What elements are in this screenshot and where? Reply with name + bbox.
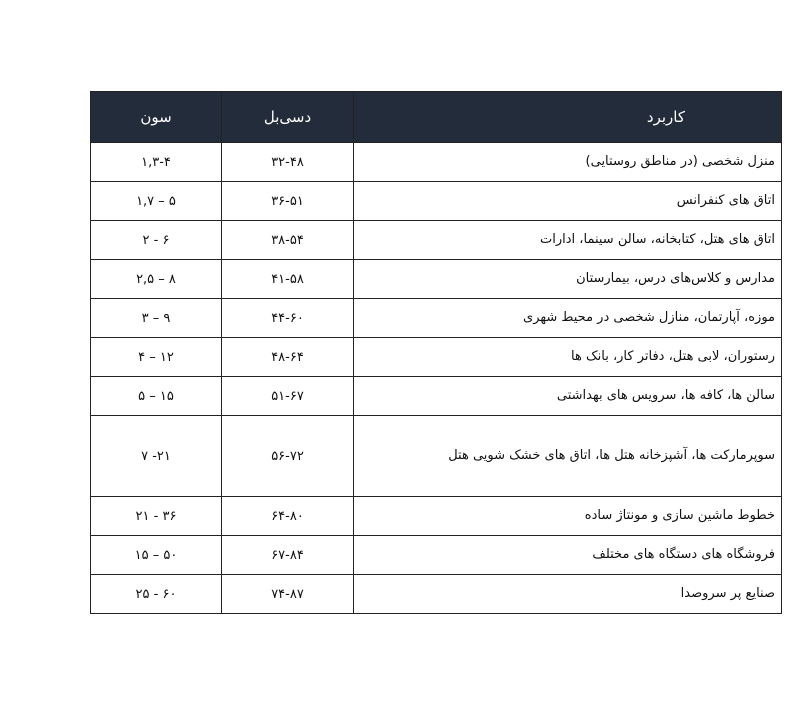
sone-cell: ۲,۵ – ۸ bbox=[91, 260, 222, 299]
sone-cell: ۴ – ۱۲ bbox=[91, 338, 222, 377]
header-decibel: دسی‌بل bbox=[222, 92, 354, 143]
decibel-cell: ۶۷-۸۴ bbox=[222, 536, 354, 575]
table-row bbox=[91, 260, 782, 299]
sone-cell: ۲۱ - ۳۶ bbox=[91, 497, 222, 536]
sone-cell: ۱۵ – ۵۰ bbox=[91, 536, 222, 575]
table-row bbox=[91, 497, 782, 536]
table-header bbox=[91, 92, 782, 143]
decibel-cell: ۵۶-۷۲ bbox=[222, 416, 354, 497]
noise-level-table-container bbox=[90, 91, 775, 614]
table-row bbox=[91, 338, 782, 377]
usage-cell: سالن ها، کافه ها، سرویس های بهداشتی bbox=[354, 377, 782, 416]
usage-cell: اتاق های کنفرانس bbox=[354, 182, 782, 221]
sone-cell: ۷ -۲۱ bbox=[91, 416, 222, 497]
usage-cell: فروشگاه های دستگاه های مختلف bbox=[354, 536, 782, 575]
header-sone: سون bbox=[91, 92, 222, 143]
sone-cell: ۲ - ۶ bbox=[91, 221, 222, 260]
usage-cell: اتاق های هتل، کتابخانه، سالن سینما، ادارات bbox=[354, 221, 782, 260]
table-row bbox=[91, 536, 782, 575]
decibel-cell: ۳۸-۵۴ bbox=[222, 221, 354, 260]
usage-cell: منزل شخصی (در مناطق روستایی) bbox=[354, 143, 782, 182]
decibel-cell: ۴۱-۵۸ bbox=[222, 260, 354, 299]
noise-level-table bbox=[90, 91, 782, 614]
decibel-cell: ۴۸-۶۴ bbox=[222, 338, 354, 377]
table-row bbox=[91, 143, 782, 182]
usage-cell: موزه، آپارتمان، منازل شخصی در محیط شهری bbox=[354, 299, 782, 338]
usage-cell: رستوران، لابی هتل، دفاتر کار، بانک ها bbox=[354, 338, 782, 377]
usage-cell: مدارس و کلاس‌های درس، بیمارستان bbox=[354, 260, 782, 299]
decibel-cell: ۶۴-۸۰ bbox=[222, 497, 354, 536]
sone-cell: ۱,۳-۴ bbox=[91, 143, 222, 182]
table-row bbox=[91, 182, 782, 221]
table-row bbox=[91, 575, 782, 614]
usage-cell: صنایع پر سروصدا bbox=[354, 575, 782, 614]
usage-cell: سوپرمارکت ها، آشپزخانه هتل ها، اتاق های خشک شویی هتل bbox=[354, 416, 782, 497]
table-body bbox=[91, 143, 782, 614]
header-row bbox=[91, 92, 782, 143]
decibel-cell: ۵۱-۶۷ bbox=[222, 377, 354, 416]
table-row bbox=[91, 221, 782, 260]
table-row bbox=[91, 416, 782, 497]
decibel-cell: ۳۲-۴۸ bbox=[222, 143, 354, 182]
sone-cell: ۳ – ۹ bbox=[91, 299, 222, 338]
sone-cell: ۲۵ - ۶۰ bbox=[91, 575, 222, 614]
decibel-cell: ۳۶-۵۱ bbox=[222, 182, 354, 221]
usage-cell: خطوط ماشین سازی و مونتاژ ساده bbox=[354, 497, 782, 536]
table-row bbox=[91, 299, 782, 338]
decibel-cell: ۷۴-۸۷ bbox=[222, 575, 354, 614]
sone-cell: ۵ – ۱۵ bbox=[91, 377, 222, 416]
decibel-cell: ۴۴-۶۰ bbox=[222, 299, 354, 338]
table-row bbox=[91, 377, 782, 416]
sone-cell: ۱,۷ – ۵ bbox=[91, 182, 222, 221]
header-usage: کاربرد bbox=[354, 92, 782, 143]
